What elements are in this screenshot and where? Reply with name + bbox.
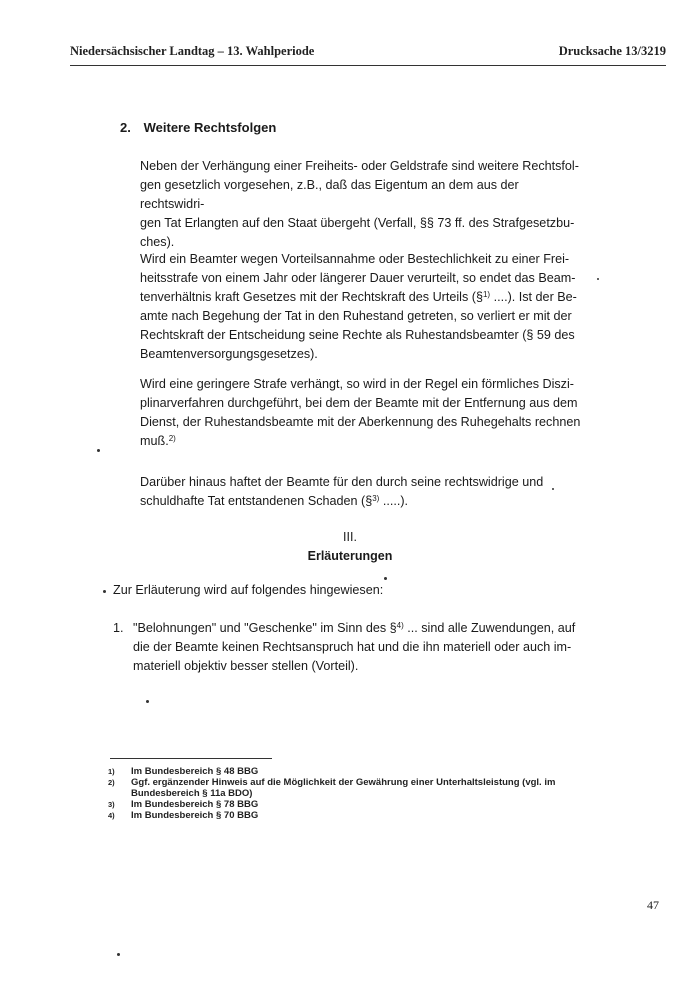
text-line: muß. bbox=[140, 434, 169, 448]
text-line: Darüber hinaus haftet der Beamte für den durch seine rechtswidrige und bbox=[140, 475, 544, 489]
footnote-separator bbox=[110, 758, 272, 759]
text-line: schuldhafte Tat entstandenen Schaden (§ bbox=[140, 494, 373, 508]
footnote-mark: 2) bbox=[108, 778, 115, 787]
scan-speck bbox=[103, 590, 106, 593]
paragraph-disciplinary bbox=[140, 375, 586, 451]
text-line: Neben der Verhängung einer Freiheits- oder Geldstrafe sind weitere Rechtsfol- bbox=[140, 159, 579, 173]
part-roman-numeral: III. bbox=[343, 530, 357, 544]
scan-speck bbox=[97, 449, 100, 452]
text-line: .....). bbox=[379, 494, 409, 508]
footnote-mark: 1) bbox=[108, 767, 115, 776]
footnote-text: Bundesbereich § 11a BDO) bbox=[131, 788, 253, 799]
section-number: 2. bbox=[120, 120, 131, 135]
footnote-mark: 4) bbox=[108, 811, 115, 820]
paragraph-liability bbox=[140, 473, 586, 511]
page-number: 47 bbox=[647, 898, 659, 912]
footnote-ref-1: 1) bbox=[482, 290, 491, 299]
text-line: heitsstrafe von einem Jahr oder längerer Dauer verurteilt, so endet das Beam- bbox=[140, 271, 576, 285]
footnote-ref-4: 4) bbox=[396, 621, 404, 630]
scan-speck bbox=[597, 278, 599, 280]
list-item-number: 1. bbox=[113, 621, 124, 635]
footnote-4 bbox=[108, 810, 588, 821]
scan-speck bbox=[117, 953, 120, 956]
list-item-text bbox=[133, 619, 593, 676]
text-line: Dienst, der Ruhestandsbeamte mit der Aberkennung des Ruhegehalts rechnen bbox=[140, 415, 581, 429]
paragraph-official-sentence bbox=[140, 250, 586, 364]
footnote-1 bbox=[108, 766, 588, 777]
header-parliament: Niedersächsischer Landtag – 13. Wahlperiode bbox=[70, 44, 315, 58]
footnote-text: Im Bundesbereich § 48 BBG bbox=[131, 766, 259, 777]
text-line: gen Tat Erlangten auf den Staat übergeht (Verfall, §§ 73 ff. des Strafgesetzbu- bbox=[140, 216, 575, 230]
footnote-text: Im Bundesbereich § 78 BBG bbox=[131, 799, 259, 810]
text-line: tenverhältnis kraft Gesetzes mit der Rechtskraft des Urteils (§ bbox=[140, 290, 483, 304]
footnote-3 bbox=[108, 799, 588, 810]
text-line: gen gesetzlich vorgesehen, z.B., daß das Eigentum an dem aus der rechtswidri- bbox=[140, 178, 519, 211]
scan-speck bbox=[146, 700, 149, 703]
section-heading bbox=[120, 120, 276, 135]
part-heading bbox=[0, 528, 700, 566]
text-line: Rechtskraft der Entscheidung seine Rechte als Ruhestandsbeamter (§ 59 des bbox=[140, 328, 575, 342]
footnote-2 bbox=[108, 777, 588, 799]
scan-speck bbox=[552, 488, 554, 490]
footnotes bbox=[108, 766, 588, 821]
text-line: Wird eine geringere Strafe verhängt, so wird in der Regel ein förmliches Diszi- bbox=[140, 377, 574, 391]
section-title: Weitere Rechtsfolgen bbox=[143, 120, 277, 135]
text-line: die der Beamte keinen Rechtsanspruch hat und die ihn materiell oder auch im- bbox=[133, 640, 572, 654]
text-line: plinarverfahren durchgeführt, bei dem der Beamte mit der Entfernung aus dem bbox=[140, 396, 578, 410]
text-line: amte nach Begehung der Tat in den Ruhestand getreten, so verliert er mit der bbox=[140, 309, 572, 323]
footnote-text: Ggf. ergänzender Hinweis auf die Möglichkeit der Gewährung einer Unterhaltsleistung (vgl. im bbox=[131, 777, 556, 788]
text-line: "Belohnungen" und "Geschenke" im Sinn des § bbox=[133, 621, 397, 635]
page-header bbox=[70, 44, 666, 64]
header-rule bbox=[70, 65, 666, 66]
intro-text: Zur Erläuterung wird auf folgendes hingewiesen: bbox=[113, 583, 384, 597]
footnote-ref-2: 2) bbox=[168, 434, 176, 443]
header-document-number: Drucksache 13/3219 bbox=[558, 44, 666, 58]
text-line: ....). Ist der Be- bbox=[490, 290, 577, 304]
text-line: Wird ein Beamter wegen Vorteilsannahme oder Bestechlichkeit zu einer Frei- bbox=[140, 252, 570, 266]
footnote-text: Im Bundesbereich § 70 BBG bbox=[131, 810, 259, 821]
scan-speck bbox=[384, 577, 387, 580]
part-title: Erläuterungen bbox=[307, 549, 393, 563]
text-line: materiell objektiv besser stellen (Vorteil). bbox=[133, 659, 359, 673]
paragraph-legal-consequences bbox=[140, 157, 586, 252]
text-line: ... sind alle Zuwendungen, auf bbox=[403, 621, 576, 635]
footnote-mark: 3) bbox=[108, 800, 115, 809]
footnote-ref-3: 3) bbox=[372, 494, 380, 503]
text-line: Beamtenversorgungsgesetzes). bbox=[140, 347, 318, 361]
text-line: ches). bbox=[140, 235, 175, 249]
